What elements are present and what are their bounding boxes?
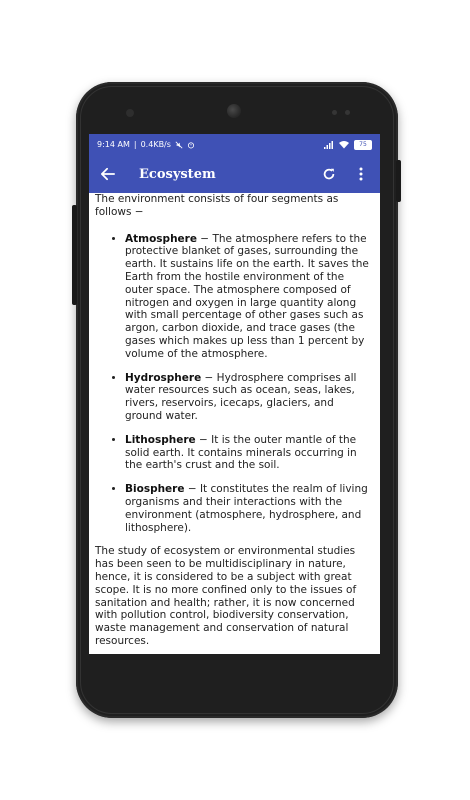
arrow-left-icon [101, 167, 115, 181]
segment-text: − It constitutes the realm of living organisms and their interactions with the environment (atmosphere, hydrosphere, and lithosphere). [125, 483, 368, 534]
segment-term: Lithosphere [125, 433, 196, 446]
list-item [125, 372, 374, 423]
segment-text: − It is the outer mantle of the solid earth. It contains minerals occurring in the earth's crust and the soil. [125, 433, 357, 472]
list-item [125, 434, 374, 472]
status-time: 9:14 AM [97, 140, 130, 149]
earpiece-speaker [227, 104, 241, 118]
alarm-icon [187, 141, 195, 149]
intro-paragraph: The environment consists of four segments as follows − [95, 193, 339, 218]
more-vert-icon [359, 167, 363, 181]
back-button[interactable] [97, 163, 119, 185]
closing-paragraph: The study of ecosystem or environmental studies has been seen to be multidisciplinary in nature, hence, it is considered to be a subject with great scope. It is no more confined only to the issues of sanitation and health; rather, it is now concerned with pollution control, biodiversity conservation, waste management and conservation of natural resources. [95, 545, 357, 647]
segment-text: − The atmosphere refers to the protective blanket of gases, surrounding the earth. It sustains life on the earth. It saves the Earth from the hostile environment of the outer space. The atmosphere composed of nitrogen and oxygen in large quantity along with small percentage of other gases such as argon, carbon dioxide, and trace gases (the gases which makes up less than 1 percent by volume of the atmosphere. [125, 232, 369, 360]
list-item [125, 233, 374, 361]
light-sensor [345, 110, 350, 115]
status-bar: 9:14 AM | 0.4KB/s 75 [89, 134, 380, 155]
segment-term: Biosphere [125, 483, 185, 496]
segment-text: − Hydrosphere comprises all water resources such as ocean, seas, lakes, rivers, reservoirs, icecaps, glaciers, and ground water. [125, 371, 357, 422]
status-network-speed: 0.4KB/s [140, 140, 171, 149]
proximity-sensor [332, 110, 337, 115]
screen [89, 134, 380, 654]
refresh-icon [322, 167, 336, 181]
refresh-button[interactable] [318, 163, 340, 185]
list-item [125, 483, 374, 534]
volume-button [72, 205, 77, 305]
mute-icon [175, 141, 183, 149]
article-content [89, 193, 380, 648]
signal-icon [324, 141, 334, 149]
segments-list [95, 233, 374, 535]
battery-icon: 75 [354, 140, 372, 150]
front-camera [126, 109, 134, 117]
segment-term: Atmosphere [125, 232, 197, 245]
segment-term: Hydrosphere [125, 371, 202, 384]
app-bar [89, 155, 380, 193]
power-button [396, 160, 401, 202]
overflow-menu-button[interactable] [350, 163, 372, 185]
page-title: Ecosystem [139, 166, 216, 182]
wifi-icon [339, 141, 349, 149]
